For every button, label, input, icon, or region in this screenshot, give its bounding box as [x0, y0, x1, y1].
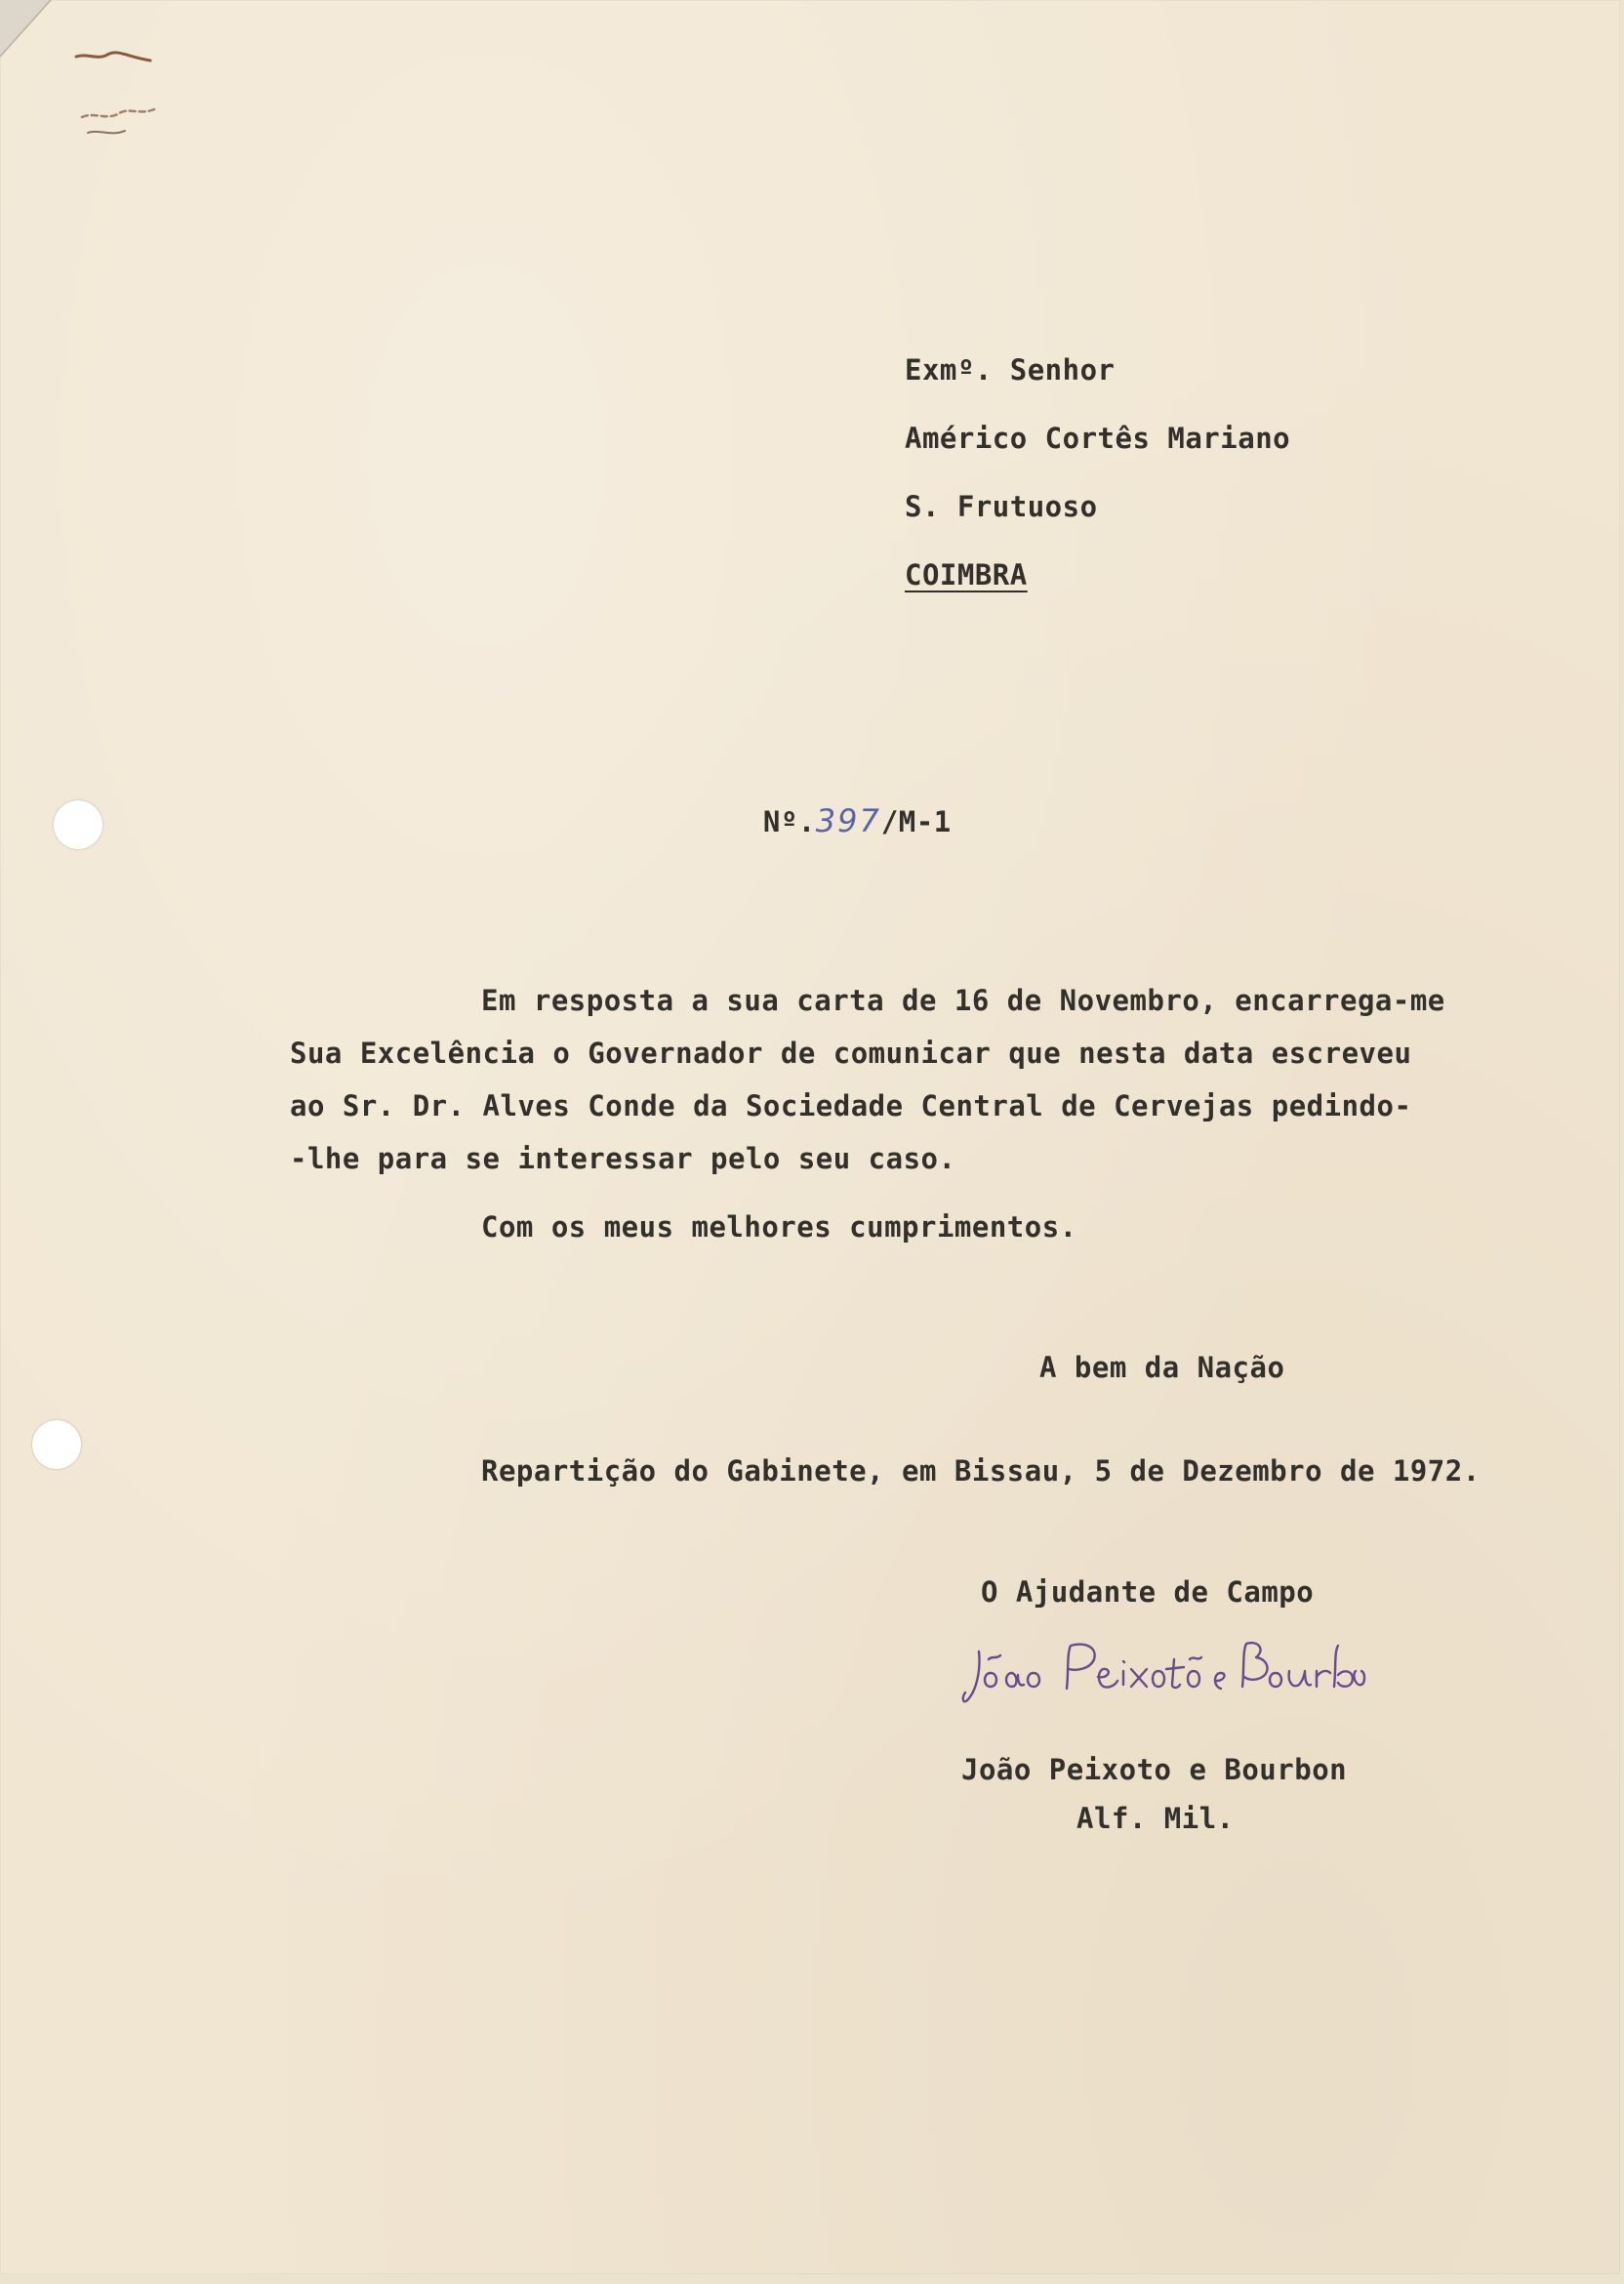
- punch-hole-upper: [54, 800, 102, 849]
- reference-prefix: Nº.: [762, 805, 816, 838]
- motto: A bem da Nação: [1039, 1351, 1285, 1384]
- body-line-3: ao Sr. Dr. Alves Conde da Sociedade Central de Cervejas pedindo-: [290, 1089, 1412, 1122]
- body-line-1: Em resposta a sua carta de 16 de Novembro, encarrega-me: [481, 984, 1445, 1017]
- signatory-rank: Alf. Mil.: [1076, 1802, 1235, 1835]
- recipient-salutation: Exmº. Senhor: [905, 353, 1116, 387]
- reference-suffix: /M-1: [880, 805, 952, 838]
- recipient-city: COIMBRA: [905, 558, 1028, 591]
- handwritten-signature: [961, 1630, 1371, 1718]
- reference-line: [693, 769, 952, 873]
- body-line-4: -lhe para se interessar pelo seu caso.: [290, 1142, 956, 1175]
- recipient-street: S. Frutuoso: [905, 490, 1098, 523]
- body-line-2: Sua Excelência o Governador de comunicar que nesta data escreveu: [290, 1037, 1412, 1070]
- signatory-name: João Peixoto e Bourbon: [961, 1753, 1348, 1786]
- place-date: Repartição do Gabinete, em Bissau, 5 de Dezembro de 1972.: [481, 1454, 1481, 1488]
- signatory-role: O Ajudante de Campo: [981, 1575, 1315, 1609]
- reference-number-handwritten: 397: [815, 802, 881, 839]
- folded-corner: [0, 0, 78, 78]
- closing-line: Com os meus melhores cumprimentos.: [481, 1210, 1077, 1244]
- punch-hole-lower: [32, 1420, 81, 1469]
- recipient-name: Américo Cortês Mariano: [905, 422, 1291, 455]
- ink-smudge-top: [68, 39, 166, 156]
